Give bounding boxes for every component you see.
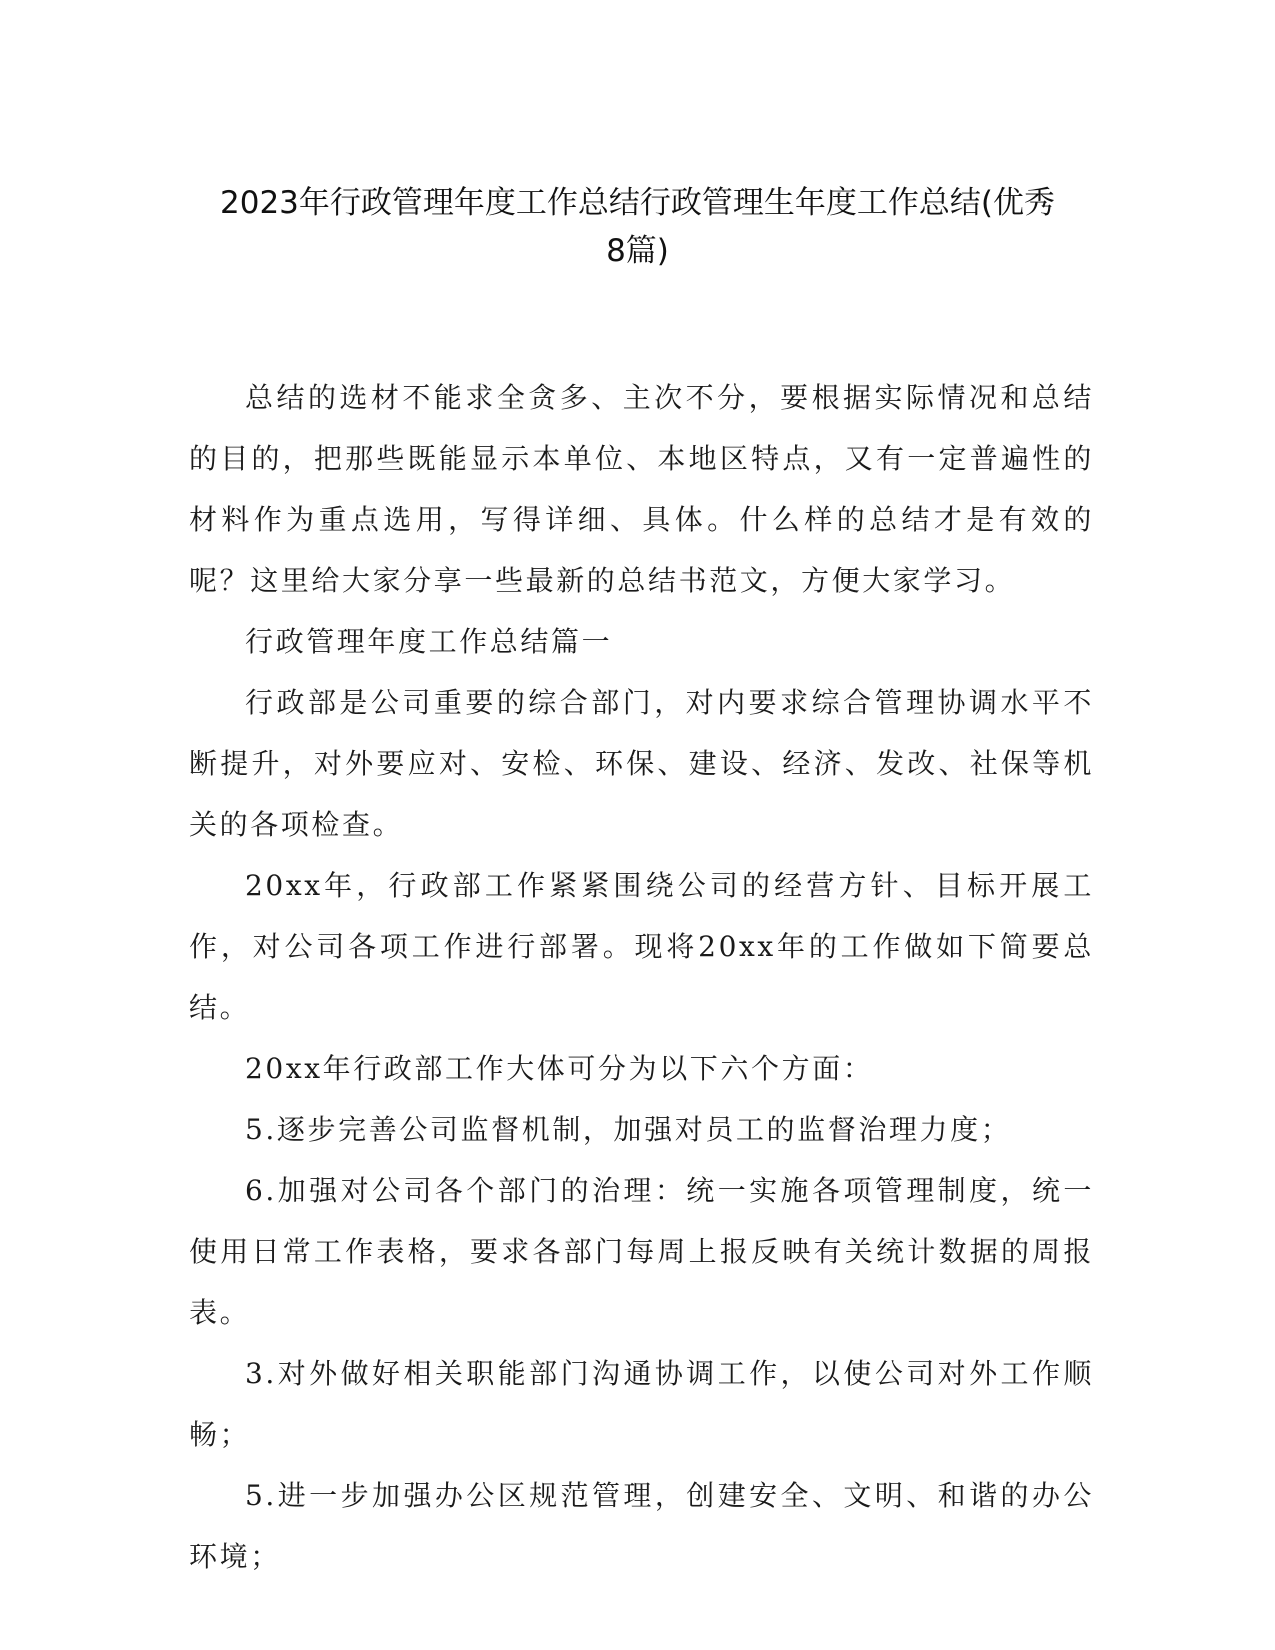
list-item: 5.进一步加强办公区规范管理，创建安全、文明、和谐的办公环境；	[189, 1479, 1094, 1573]
intro-paragraph: 总结的选材不能求全贪多、主次不分，要根据实际情况和总结的目的，把那些既能显示本单位、本地区特点，又有一定普遍性的材料作为重点选用，写得详细、具体。什么样的总结才是有效的呢？这里给大家分享一些最新的总结书范文，方便大家学习。	[189, 381, 1094, 597]
list-item: 3.对外做好相关职能部门沟通协调工作，以使公司对外工作顺畅；	[189, 1357, 1094, 1451]
title-line-1: 2023年行政管理年度工作总结行政管理生年度工作总结(优秀	[220, 185, 1055, 221]
document-title	[150, 179, 1125, 275]
title-line-2: 8篇)	[606, 233, 669, 269]
document-body	[189, 367, 1094, 1587]
body-paragraph: 行政部是公司重要的综合部门，对内要求综合管理协调水平不断提升，对外要应对、安检、环保、建设、经济、发改、社保等机关的各项检查。	[189, 686, 1094, 841]
section-heading: 行政管理年度工作总结篇一	[245, 625, 613, 658]
list-item: 6.加强对公司各个部门的治理：统一实施各项管理制度，统一使用日常工作表格，要求各部门每周上报反映有关统计数据的周报表。	[189, 1174, 1094, 1329]
list-item: 5.逐步完善公司监督机制，加强对员工的监督治理力度；	[245, 1113, 1012, 1146]
body-paragraph: 20xx年行政部工作大体可分为以下六个方面：	[245, 1052, 874, 1085]
body-paragraph: 20xx年，行政部工作紧紧围绕公司的经营方针、目标开展工作，对公司各项工作进行部署。现将20xx年的工作做如下简要总结。	[189, 869, 1094, 1024]
